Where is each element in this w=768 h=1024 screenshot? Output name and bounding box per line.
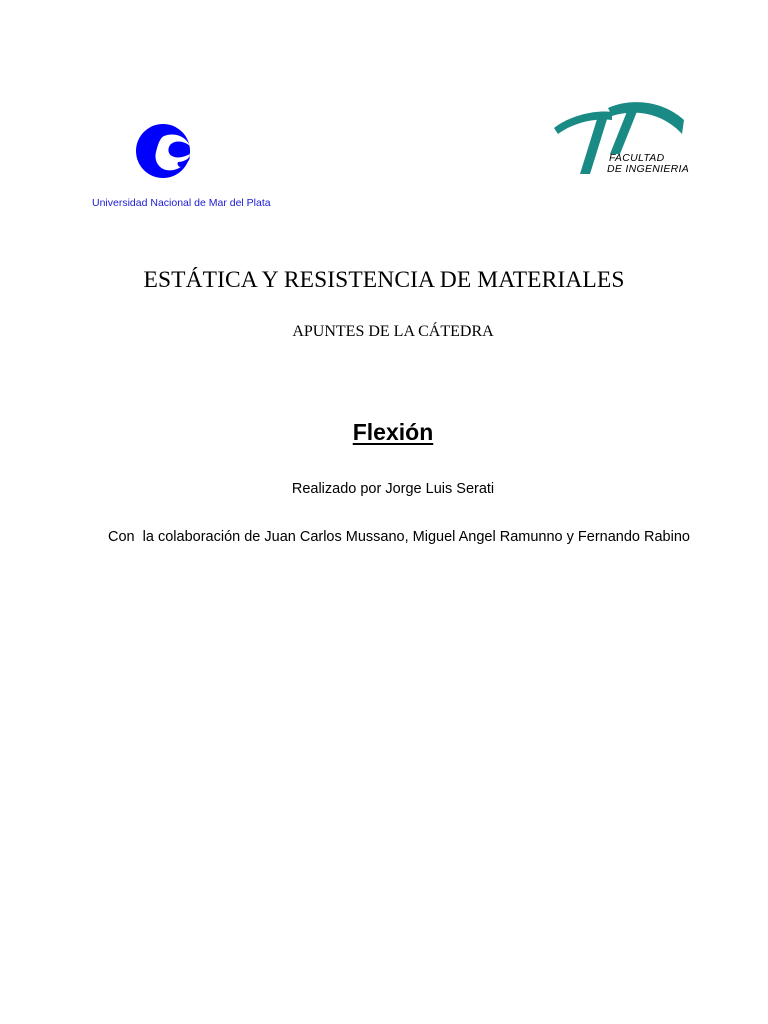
- university-name: Universidad Nacional de Mar del Plata: [92, 197, 271, 209]
- course-title: ESTÁTICA Y RESISTENCIA DE MATERIALES: [143, 267, 625, 293]
- faculty-line-2: DE INGENIERIA: [607, 163, 690, 175]
- faculty-name: [609, 153, 689, 175]
- author-line: Realizado por Jorge Luis Serati: [291, 481, 495, 497]
- topic-title: Flexión: [352, 419, 434, 445]
- collaboration-line: Con la colaboración de Juan Carlos Mussano, Miguel Angel Ramunno y Fernando Rabino: [108, 529, 690, 545]
- unmdp-wave-logo-icon: [134, 122, 194, 180]
- course-subtitle: APUNTES DE LA CÁTEDRA: [292, 323, 494, 340]
- faculty-line-1: FACULTAD: [609, 152, 665, 164]
